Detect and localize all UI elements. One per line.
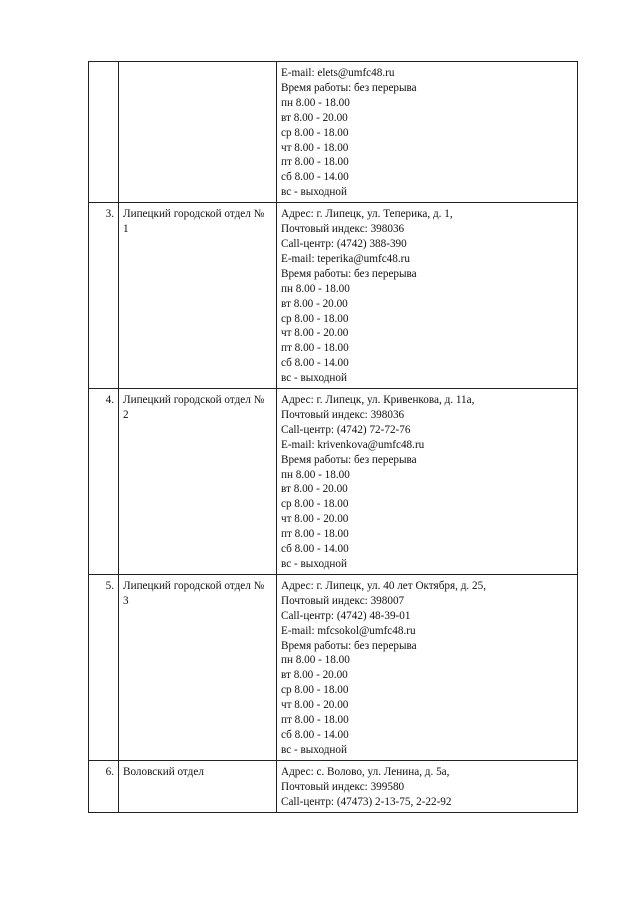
table-row xyxy=(89,62,578,203)
office-detail-line: пн 8.00 - 18.00 xyxy=(281,468,350,481)
office-name: Липецкий городской отдел № 3 xyxy=(119,574,277,760)
offices-table xyxy=(88,61,578,813)
office-detail-line: Call-центр: (4742) 388-390 xyxy=(281,237,407,250)
office-detail-line: чт 8.00 - 20.00 xyxy=(281,327,349,340)
office-name: Воловский отдел xyxy=(119,760,277,812)
office-detail-line: сб 8.00 - 14.00 xyxy=(281,728,349,741)
office-detail-line: вт 8.00 - 20.00 xyxy=(281,669,348,682)
office-detail-line: ср 8.00 - 18.00 xyxy=(281,498,349,511)
office-name xyxy=(119,62,277,203)
office-detail-line: E-mail: elets@umfc48.ru xyxy=(281,67,395,79)
office-detail-line: вт 8.00 - 20.00 xyxy=(281,111,348,124)
office-detail-line: сб 8.00 - 14.00 xyxy=(281,543,349,556)
office-detail-line: сб 8.00 - 14.00 xyxy=(281,171,349,184)
office-detail-line: E-mail: teperika@umfc48.ru xyxy=(281,252,410,265)
office-detail-line: вс - выходной xyxy=(281,558,347,570)
office-detail-line: Почтовый индекс: 398036 xyxy=(281,408,405,421)
offices-table-body xyxy=(89,62,578,813)
office-detail-line: Время работы: без перерыва xyxy=(281,267,417,280)
table-row xyxy=(89,389,578,575)
office-detail-line: пн 8.00 - 18.00 xyxy=(281,654,350,667)
row-number xyxy=(89,62,119,203)
office-detail-line: пт 8.00 - 18.00 xyxy=(281,714,349,727)
office-detail-line: Адрес: г. Липецк, ул. 40 лет Октября, д. 25, xyxy=(281,579,486,592)
office-detail-line: Call-центр: (4742) 72-72-76 xyxy=(281,423,411,436)
office-detail-line: пн 8.00 - 18.00 xyxy=(281,96,350,109)
office-detail-line: пн 8.00 - 18.00 xyxy=(281,282,350,295)
row-number: 5. xyxy=(89,574,119,760)
office-detail-line: E-mail: krivenkova@umfc48.ru xyxy=(281,438,425,451)
office-detail-line: Почтовый индекс: 398036 xyxy=(281,223,405,236)
office-name: Липецкий городской отдел № 2 xyxy=(119,389,277,575)
office-detail-line: пт 8.00 - 18.00 xyxy=(281,528,349,541)
office-detail-line: Call-центр: (47473) 2-13-75, 2-22-92 xyxy=(281,795,452,808)
office-details xyxy=(277,574,578,760)
office-detail-line: Адрес: г. Липецк, ул. Кривенкова, д. 11а, xyxy=(281,394,475,407)
office-detail-line: Время работы: без перерыва xyxy=(281,639,417,652)
office-detail-line: пт 8.00 - 18.00 xyxy=(281,342,349,355)
row-number: 4. xyxy=(89,389,119,575)
table-row xyxy=(89,203,578,389)
office-detail-line: ср 8.00 - 18.00 xyxy=(281,126,349,139)
office-detail-line: Почтовый индекс: 398007 xyxy=(281,594,405,607)
office-details xyxy=(277,62,578,203)
office-detail-line: Адрес: с. Волово, ул. Ленина, д. 5а, xyxy=(281,765,450,778)
office-detail-line: E-mail: mfcsokol@umfc48.ru xyxy=(281,624,416,637)
office-detail-line: вт 8.00 - 20.00 xyxy=(281,297,348,310)
row-number: 3. xyxy=(89,203,119,389)
table-row xyxy=(89,760,578,812)
office-detail-line: вс - выходной xyxy=(281,743,347,756)
office-detail-line: Время работы: без перерыва xyxy=(281,81,417,94)
office-detail-line: Почтовый индекс: 399580 xyxy=(281,780,405,793)
office-details xyxy=(277,203,578,389)
office-detail-line: чт 8.00 - 18.00 xyxy=(281,141,349,154)
office-details xyxy=(277,389,578,575)
office-detail-line: пт 8.00 - 18.00 xyxy=(281,156,349,169)
office-detail-line: вс - выходной xyxy=(281,186,347,199)
office-detail-line: чт 8.00 - 20.00 xyxy=(281,513,349,526)
office-detail-line: вс - выходной xyxy=(281,372,347,385)
office-detail-line: Call-центр: (4742) 48-39-01 xyxy=(281,609,411,622)
office-detail-line: вт 8.00 - 20.00 xyxy=(281,483,348,496)
office-detail-line: чт 8.00 - 20.00 xyxy=(281,699,349,712)
table-row xyxy=(89,574,578,760)
office-detail-line: ср 8.00 - 18.00 xyxy=(281,312,349,325)
office-detail-line: сб 8.00 - 14.00 xyxy=(281,357,349,370)
office-detail-line: Время работы: без перерыва xyxy=(281,453,417,466)
office-detail-line: ср 8.00 - 18.00 xyxy=(281,684,349,697)
office-name: Липецкий городской отдел № 1 xyxy=(119,203,277,389)
office-detail-line: Адрес: г. Липецк, ул. Теперика, д. 1, xyxy=(281,208,453,221)
office-details xyxy=(277,760,578,812)
row-number: 6. xyxy=(89,760,119,812)
